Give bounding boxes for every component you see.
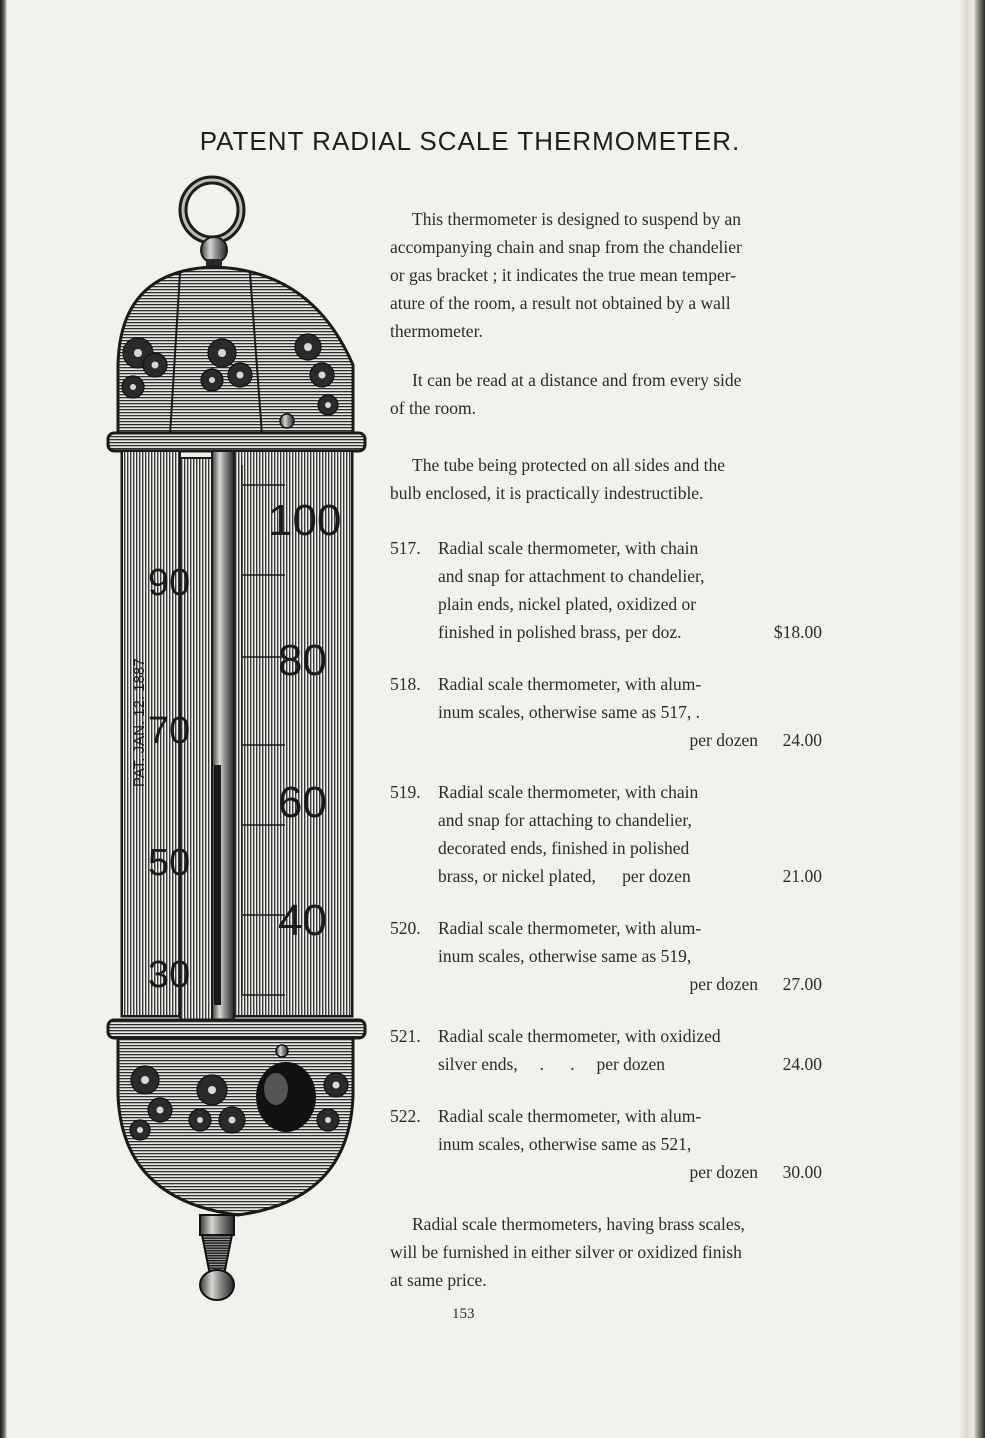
text-line: Radial scale thermometers, having brass scales, [412,1214,745,1234]
item-number: 522. [390,1106,421,1126]
item-text: silver ends, . . per dozen [438,1054,665,1074]
item-price: 27.00 [782,974,822,994]
item-text: Radial scale thermometer, with alum- [438,1106,702,1126]
item-price: $18.00 [773,622,822,642]
scale-label-80: 80 [278,636,327,685]
item-text: decorated ends, finished in polished [438,838,690,858]
item-text: Radial scale thermometer, with chain [438,538,699,558]
thermometer-illustration [100,175,375,1305]
item-price: 21.00 [782,866,822,886]
text-line: at same price. [390,1270,487,1290]
item-text: brass, or nickel plated, per dozen [438,866,691,886]
price-item-520 [390,914,822,998]
binding-shadow-left [0,0,7,1438]
text-line: thermometer. [390,321,483,341]
item-text: Radial scale thermometer, with chain [438,782,699,802]
closing-paragraph [390,1210,820,1294]
price-item-521 [390,1022,822,1078]
item-price: 30.00 [782,1162,822,1182]
item-number: 518. [390,674,421,694]
text-line: of the room. [390,398,477,418]
price-item-522 [390,1102,822,1186]
item-text: Radial scale thermometer, with alum- [438,918,702,938]
item-text: and snap for attachment to chandelier, [438,566,705,586]
item-text: Radial scale thermometer, with oxidized [438,1026,721,1046]
item-price: 24.00 [782,1054,822,1074]
text-line: accompanying chain and snap from the chandelier [390,237,742,257]
item-text: per dozen [689,1162,758,1182]
text-line: It can be read at a distance and from every side [412,370,742,390]
binding-shadow-right [959,0,985,1438]
side-label-70: 70 [148,710,191,752]
scale-label-100: 100 [268,496,342,545]
page-number: 153 [452,1306,475,1322]
price-item-518 [390,670,822,754]
intro-paragraph-3 [390,451,820,507]
mercury-column [214,765,221,1005]
item-text: plain ends, nickel plated, oxidized or [438,594,697,614]
patent-mark: PAT. JAN. 12. 1887 [131,658,148,787]
text-line: ature of the room, a result not obtained by a wall [390,293,731,313]
text-line: The tube being protected on all sides and the [412,455,725,475]
scale-label-40: 40 [278,896,327,945]
item-text: per dozen [689,974,758,994]
price-item-519 [390,778,822,890]
item-number: 519. [390,782,421,802]
item-number: 520. [390,918,421,938]
side-label-90: 90 [148,562,191,604]
item-text: finished in polished brass, per doz. [438,622,682,642]
item-number: 517. [390,538,421,558]
item-text: inum scales, otherwise same as 517, . [438,702,700,722]
text-line: or gas bracket ; it indicates the true mean temper- [390,265,737,285]
item-text: inum scales, otherwise same as 521, [438,1134,692,1154]
scale-label-60: 60 [278,778,327,827]
intro-paragraph-1 [390,205,820,345]
text-line: bulb enclosed, it is practically indestructible. [390,483,704,503]
side-label-30: 30 [148,954,191,996]
item-text: inum scales, otherwise same as 519, [438,946,692,966]
item-text: and snap for attaching to chandelier, [438,810,692,830]
item-text: per dozen [689,730,758,750]
item-text: Radial scale thermometer, with alum- [438,674,702,694]
page-heading: PATENT RADIAL SCALE THERMOMETER. [199,126,741,156]
price-item-517 [390,534,822,646]
side-label-50: 50 [148,842,191,884]
finial [200,1215,234,1235]
intro-paragraph-2 [390,366,820,422]
text-line: will be furnished in either silver or oxidized finish [390,1242,742,1262]
text-line: This thermometer is designed to suspend by an [412,209,742,229]
item-price: 24.00 [782,730,822,750]
item-number: 521. [390,1026,421,1046]
